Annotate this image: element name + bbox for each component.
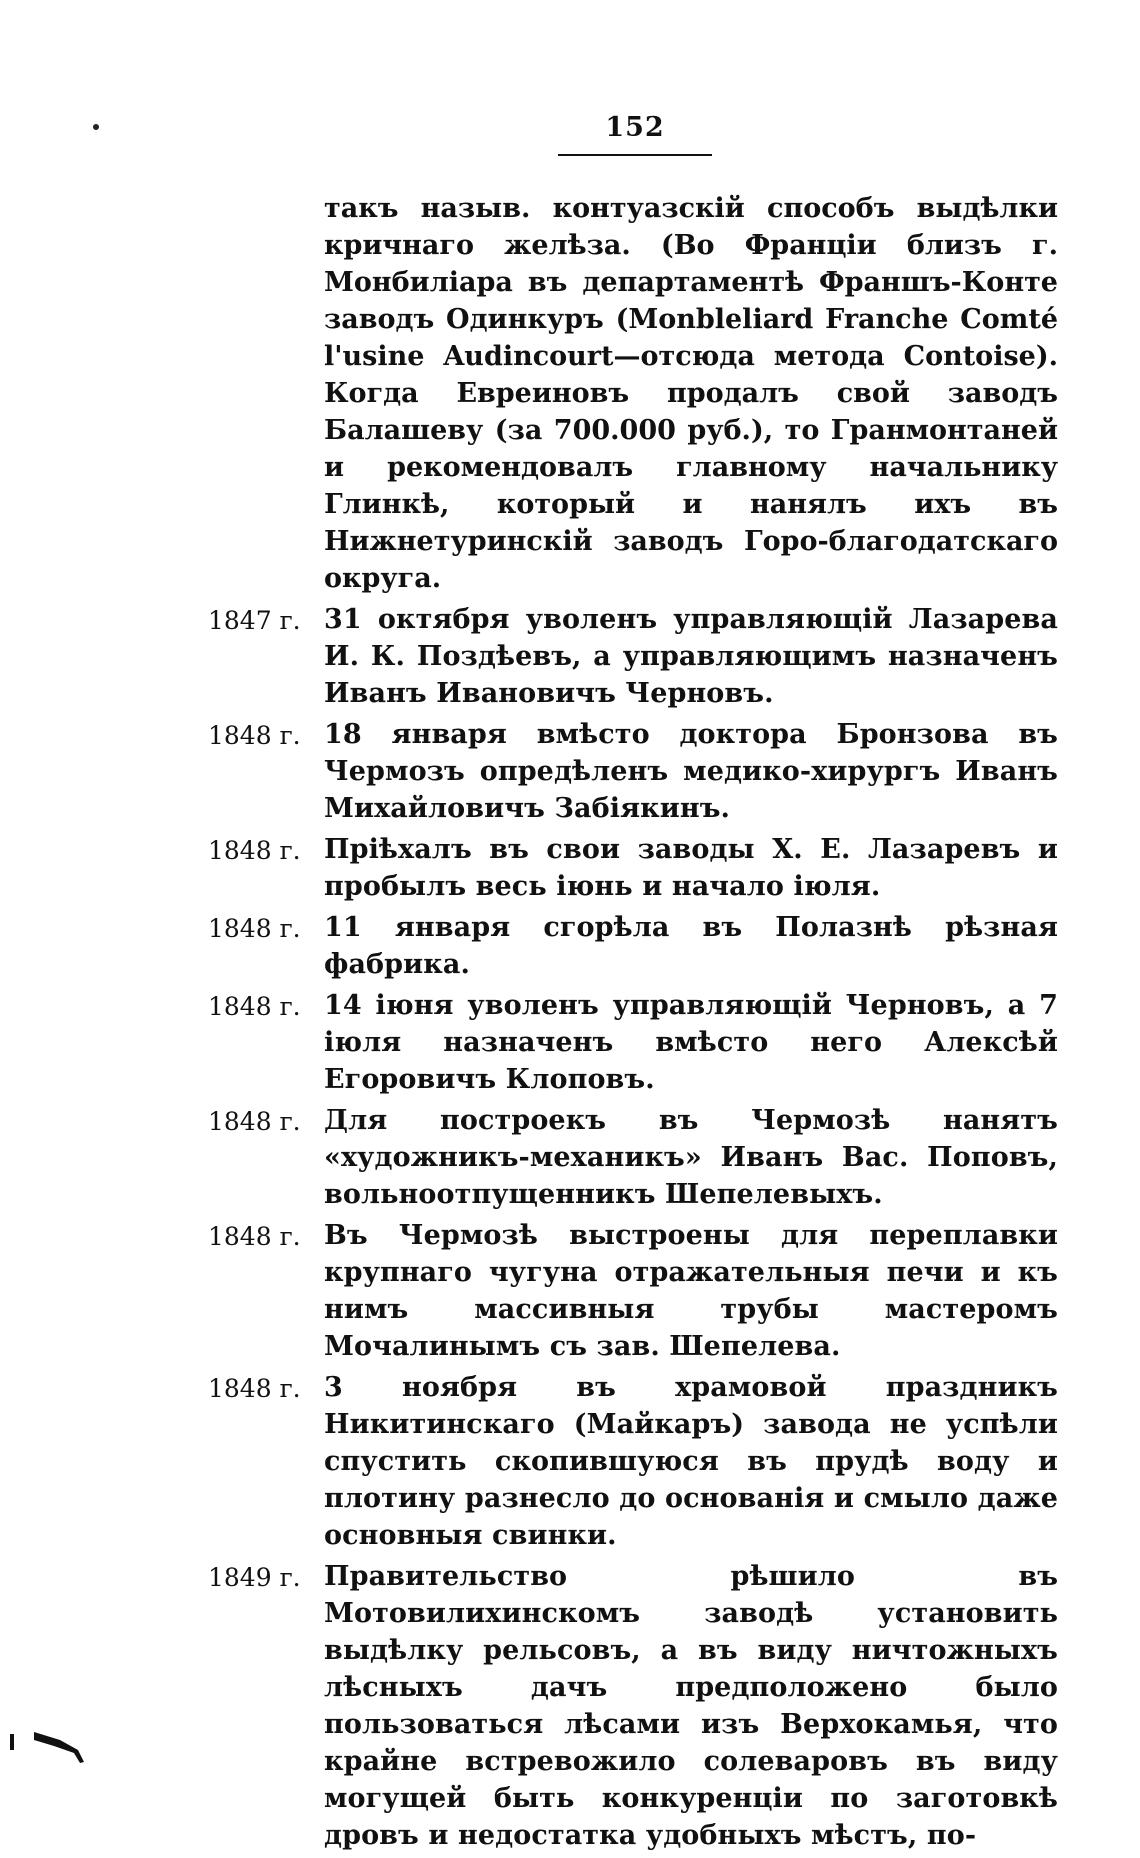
chronicle-entry [208,601,1058,712]
chronicle-entry [208,716,1058,827]
chronicle-entry [208,909,1058,983]
chronicle-entry [208,1217,1058,1365]
entry-year: 1848 г. [208,721,301,750]
continued-paragraph: такъ назыв. контуазскій способъ выдѣлки кричнаго желѣза. (Во Франціи близъ г. Монбиліара въ департаментѣ Франшъ-Конте заводъ Одинкуръ (Monbleliard Franche Comté l'usine Audincourt—отсюда метода Contoise). Когда Евреиновъ продалъ свой заводъ Балашеву (за 700.000 руб.), то Гранмонтаней и рекомендовалъ главному начальнику Глинкѣ, который и нанялъ ихъ въ Нижнетуринскій заводъ Горо-благодатскаго округа. [324,193,1058,594]
page-number-underline [558,154,712,156]
entry-text: Правительство рѣшило въ Мотовилихинскомъ заводѣ установить выдѣлку рельсовъ, а въ виду ничтожныхъ лѣсныхъ дачъ предположено было пользоваться лѣсами изъ Верхокамья, что крайне встревожило солеваровъ въ виду могущей быть конкуренціи по заготовкѣ дровъ и недостатка удобныхъ мѣстъ, по- [324,1561,1058,1851]
chronicle-entry [208,831,1058,905]
entry-year: 1848 г. [208,836,301,865]
entry-year: 1847 г. [208,606,301,635]
entry-year: 1848 г. [208,1222,301,1251]
entry-year: 1848 г. [208,1374,301,1403]
entry-text: 3 ноября въ храмовой праздникъ Никитинскаго (Майкаръ) завода не успѣли спустить скопившуюся въ прудѣ воду и плотину разнесло до основанія и смыло даже основныя свинки. [324,1372,1058,1551]
entry-year: 1848 г. [208,1107,301,1136]
entry-year: 1848 г. [208,992,301,1021]
chronicle-entry [208,1558,1058,1854]
entry-text: 31 октября уволенъ управляющій Лазарева И. К. Поздѣевъ, а управляющимъ назначенъ Иванъ Ивановичъ Черновъ. [324,604,1058,709]
entry-text: Въ Чермозѣ выстроены для переплавки крупнаго чугуна отражательныя печи и къ нимъ массивныя трубы мастеромъ Мочалинымъ съ зав. Шепелева. [324,1220,1058,1362]
page-content [208,190,1058,1858]
entry-text: 11 января сгорѣла въ Полазнѣ рѣзная фабрика. [324,912,1058,980]
entry-year: 1849 г. [208,1563,301,1592]
scan-dot-mark [93,124,99,130]
chronicle-entry [208,987,1058,1098]
page-number: 152 [605,112,665,143]
entry-text: Для построекъ въ Чермозѣ нанятъ «художникъ-механикъ» Иванъ Вас. Поповъ, вольноотпущенникъ Шепелевыхъ. [324,1105,1058,1210]
entry-text: Пріѣхалъ въ свои заводы Х. Е. Лазаревъ и пробылъ весь іюнь и начало іюля. [324,834,1058,902]
entry-text: 18 января вмѣсто доктора Бронзова въ Чермозъ опредѣленъ медико-хирургъ Иванъ Михайловичъ Забіякинъ. [324,719,1058,824]
chronicle-entry [208,1102,1058,1213]
entry-text: 14 іюня уволенъ управляющій Черновъ, а 7 іюля назначенъ вмѣсто него Алексѣй Егоровичъ Клоповъ. [324,990,1058,1095]
chronicle-entry [208,1369,1058,1554]
scan-corner-mark [10,1722,92,1764]
entry-year: 1848 г. [208,914,301,943]
